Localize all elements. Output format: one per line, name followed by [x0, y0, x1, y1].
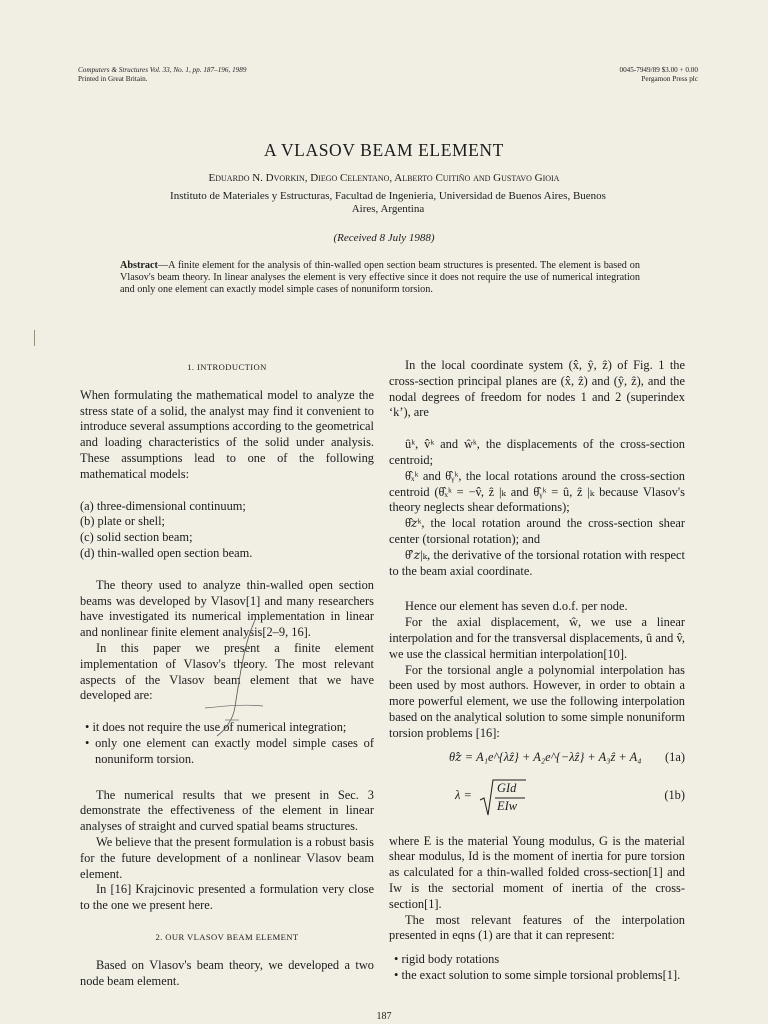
axial-paragraph: For the axial displacement, ŵ, we use a linear interpolation and for the transversal displacements, û and v̂, we use the classical hermitian interpolation[10].: [389, 615, 685, 661]
list-item: • the exact solution to some simple torsional problems[1].: [394, 967, 681, 982]
modulus-paragraph: where E is the material Young modulus, G is the material shear modulus, Id is the moment of inertia for pure torsion as calculated for a thin-walled folded cross-section[1] and Iw is the sectorial moment of inertia of the cross-section[1].: [389, 833, 685, 911]
author-list: Eduardo N. Dvorkin, Diego Celentano, Alberto Cuitiño and Gustavo Gioia: [208, 172, 560, 184]
dof-item: θ̂′𝑧|ₖ, the derivative of the torsional rotation with respect to the beam axial coordinate.: [389, 547, 685, 578]
intro-paragraph-3: In this paper we present a finite element implementation of Vlasov's theory. The most relevant aspects of the Vlasov beam element that we have developed are:: [80, 640, 374, 703]
section-heading-element: 2. OUR VLASOV BEAM ELEMENT: [155, 931, 299, 942]
equation-1b-denominator: EIw: [497, 798, 517, 813]
equation-1b-number: (1b): [664, 787, 685, 802]
publisher-name: Pergamon Press plc: [641, 75, 698, 83]
features-list: [389, 952, 685, 984]
handwritten-pen-marks: [195, 612, 285, 752]
coordinates-paragraph: In the local coordinate system (x̂, ŷ, ẑ) of Fig. 1 the cross-section principal planes are (x̂, ẑ) and (ŷ, ẑ), and the nodal degrees of freedom for nodes 1 and 2 (superindex ‘k’), are: [389, 358, 685, 420]
intro-paragraph-4: The numerical results that we present in Sec. 3 demonstrate the effectiveness of the element in linear analyses of straight and curved spatial beams structures.: [80, 787, 374, 834]
dof-item: ûᵏ, v̂ᵏ and ŵᵏ, the displacements of the cross-section centroid;: [389, 437, 685, 467]
abstract-text: —A finite element for the analysis of thin-walled open section beam structures is presented. The element is based on Vlasov's beam theory. In linear analyses the element is very effective since it does not require the use of numerical integration and only one element can exactly model simple cases of nonuniform torsion.: [120, 260, 640, 295]
dof-count-paragraph: Hence our element has seven d.o.f. per node.: [405, 599, 628, 614]
equation-1a-number: (1a): [665, 749, 685, 764]
abstract-label: Abstract: [120, 260, 158, 271]
torsion-paragraph: For the torsional angle a polynomial interpolation has been used by most authors. However, in order to obtain a more powerful element, we use the following interpolation based on the analytical solution to some simple nonuniform torsion problems [16]:: [389, 662, 685, 740]
model-list: [80, 499, 374, 562]
dof-item: θ̂𝑧ᵏ, the local rotation around the cross-section shear center (torsional rotation); and: [389, 516, 685, 546]
publisher-header: [619, 66, 698, 84]
list-item: (c) solid section beam;: [80, 530, 193, 545]
list-item: (d) thin-walled open section beam.: [80, 545, 253, 560]
paper-title: A VLASOV BEAM ELEMENT: [264, 140, 504, 160]
features-paragraph: The most relevant features of the interpolation presented in eqns (1) are that it can represent:: [389, 912, 685, 943]
intro-paragraph-6: In [16] Krajcinovic presented a formulation very close to the one we present here.: [80, 882, 374, 913]
journal-citation: Computers & Structures Vol. 33, No. 1, pp. 187–196, 1989: [78, 66, 247, 74]
dof-item: θ̂ₓᵏ and θ̂ᵧᵏ, the local rotations around the cross-section centroid (θ̂ₓᵏ = −v̂, ẑ |ₖ and θ̂ᵧᵏ = û, ẑ |ₖ because Vlasov's theory neglects shear deformations);: [389, 468, 685, 515]
equation-1a-body: θ̂𝑧 = A₁e^{λẑ} + A₂e^{−λẑ} + A₃ẑ + A₄: [449, 749, 642, 764]
abstract: [120, 260, 640, 295]
list-item: • rigid body rotations: [394, 952, 500, 967]
equation-1a: [389, 750, 685, 770]
list-item: (b) plate or shell;: [80, 514, 165, 529]
affiliation: Instituto de Materiales y Estructuras, Facultad de Ingenieria, Universidad de Buenos Aires, Buenos Aires, Argentina: [170, 190, 606, 215]
equation-1b: [389, 778, 685, 818]
element-paragraph-1: Based on Vlasov's beam theory, we developed a two node beam element.: [80, 957, 374, 988]
intro-paragraph-1: When formulating the mathematical model to analyze the stress state of a solid, the analyst may find it convenient to introduce several assumptions according to the geometrical and loading characteristics of the solid under analysis. These assumptions lead to one of the following mathematical models:: [80, 387, 374, 481]
intro-paragraph-5: We believe that the present formulation is a robust basis for the future development of a nonlinear Vlasov beam element.: [80, 834, 374, 881]
equation-1b-lhs: λ =: [455, 787, 472, 802]
article-code: 0045-7949/89 $3.00 + 0.00: [619, 66, 698, 74]
list-item: • it does not require the use of numerical integration;: [85, 720, 347, 735]
list-item: (a) three-dimensional continuum;: [80, 498, 246, 513]
list-item: • only one element can exactly model simple cases of nonuniform torsion.: [85, 735, 374, 766]
equation-1b-numerator: GId: [497, 780, 517, 795]
section-heading-introduction: 1. INTRODUCTION: [187, 362, 267, 372]
received-date: (Received 8 July 1988): [333, 232, 435, 244]
margin-mark: [34, 330, 40, 346]
intro-paragraph-2: The theory used to analyze thin-walled open section beams was developed by Vlasov[1] and many researchers have investigated its numerical implementation in linear and nonlinear finite element analysis[2–9, 16].: [80, 577, 374, 640]
page-number: 187: [376, 1011, 392, 1022]
right-column: [389, 358, 685, 984]
journal-header: [78, 66, 246, 84]
printed-note: Printed in Great Britain.: [78, 75, 148, 83]
